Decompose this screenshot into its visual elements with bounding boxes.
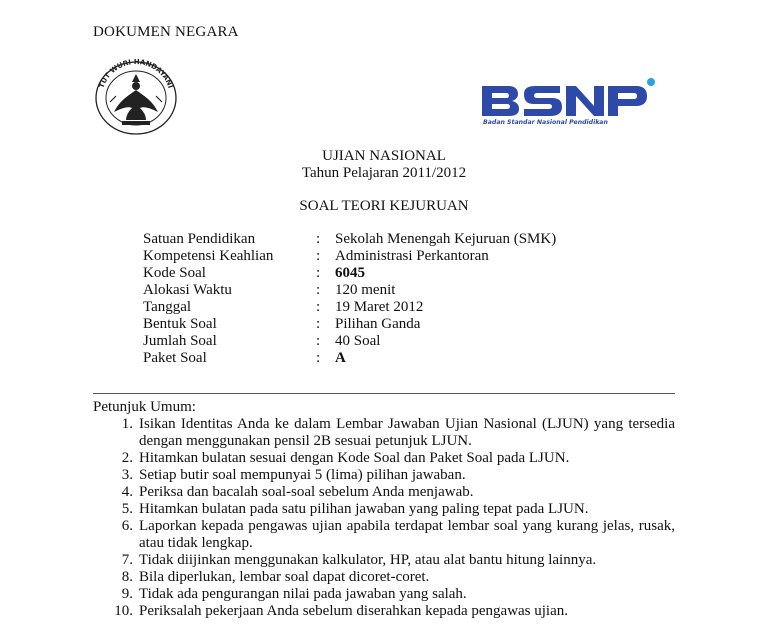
info-separator: : — [316, 350, 321, 366]
academic-year: Tahun Pelajaran 2011/2012 — [301, 165, 467, 181]
bsnp-logo-tagline: Badan Standar Nasional Pendidikan — [483, 119, 608, 126]
info-label: Paket Soal — [143, 350, 207, 366]
info-value: Administrasi Perkantoran — [335, 248, 489, 264]
bsnp-logo-dot — [647, 78, 655, 86]
instruction-number: 7. — [121, 552, 133, 568]
info-label: Kode Soal — [143, 265, 206, 281]
instruction-number: 2. — [121, 450, 133, 466]
instruction-number: 3. — [121, 467, 133, 483]
info-value: Sekolah Menengah Kejuruan (SMK) — [335, 231, 557, 247]
info-value: 19 Maret 2012 — [335, 299, 424, 315]
info-separator: : — [316, 282, 321, 298]
instruction-number: 6. — [121, 518, 133, 534]
instruction-number: 4. — [121, 484, 133, 500]
info-label: Alokasi Waktu — [143, 282, 232, 298]
instruction-text: Bila diperlukan, lembar soal dapat dicoret-coret. — [139, 569, 430, 585]
instruction-number: 8. — [121, 569, 133, 585]
subject-title: SOAL TEORI KEJURUAN — [299, 198, 469, 214]
exam-title: UJIAN NASIONAL — [322, 148, 446, 164]
info-separator: : — [316, 316, 321, 332]
info-value: 40 Soal — [335, 333, 381, 349]
emblem-motto: TUT WURI HANDAYANI — [97, 57, 175, 90]
section-divider — [93, 393, 675, 394]
instruction-number: 5. — [121, 501, 133, 517]
info-separator: : — [316, 299, 321, 315]
info-label: Kompetensi Keahlian — [143, 248, 274, 264]
instruction-text: Periksa dan bacalah soal-soal sebelum Anda menjawab. — [139, 484, 474, 500]
instruction-text: Isikan Identitas Anda ke dalam Lembar Jawaban Ujian Nasional (LJUN) yang tersedia dengan menggunakan pensil 2B sesuai petunjuk LJUN. — [139, 416, 675, 449]
info-separator: : — [316, 231, 321, 247]
info-value: 6045 — [335, 265, 365, 281]
info-separator: : — [316, 333, 321, 349]
instruction-text: Tidak diijinkan menggunakan kalkulator, HP, atau alat bantu hitung lainnya. — [139, 552, 597, 568]
info-value: 120 menit — [335, 282, 396, 298]
instruction-text: Laporkan kepada pengawas ujian apabila terdapat lembar soal yang kurang jelas, rusak, atau tidak lengkap. — [139, 518, 675, 551]
instruction-number: 1. — [121, 416, 133, 432]
tut-wuri-handayani-emblem — [92, 56, 180, 136]
document-classification: DOKUMEN NEGARA — [93, 24, 239, 40]
instruction-text: Hitamkan bulatan pada satu pilihan jawaban yang paling tepat pada LJUN. — [139, 501, 589, 517]
bsnp-logo — [478, 74, 658, 126]
info-label: Tanggal — [143, 299, 192, 315]
info-label: Jumlah Soal — [143, 333, 217, 349]
info-label: Satuan Pendidikan — [143, 231, 256, 247]
instruction-number: 9. — [121, 586, 133, 602]
instructions-title: Petunjuk Umum: — [93, 399, 196, 415]
info-separator: : — [316, 265, 321, 281]
instruction-number: 10. — [114, 603, 133, 619]
info-value: Pilihan Ganda — [335, 316, 421, 332]
instruction-text: Setiap butir soal mempunyai 5 (lima) pilihan jawaban. — [139, 467, 466, 483]
instruction-text: Hitamkan bulatan sesuai dengan Kode Soal dan Paket Soal pada LJUN. — [139, 450, 570, 466]
info-label: Bentuk Soal — [143, 316, 217, 332]
instruction-text: Periksalah pekerjaan Anda sebelum diserahkan kepada pengawas ujian. — [139, 603, 569, 619]
instruction-text: Tidak ada pengurangan nilai pada jawaban yang salah. — [139, 586, 467, 602]
info-value: A — [335, 350, 346, 366]
info-separator: : — [316, 248, 321, 264]
